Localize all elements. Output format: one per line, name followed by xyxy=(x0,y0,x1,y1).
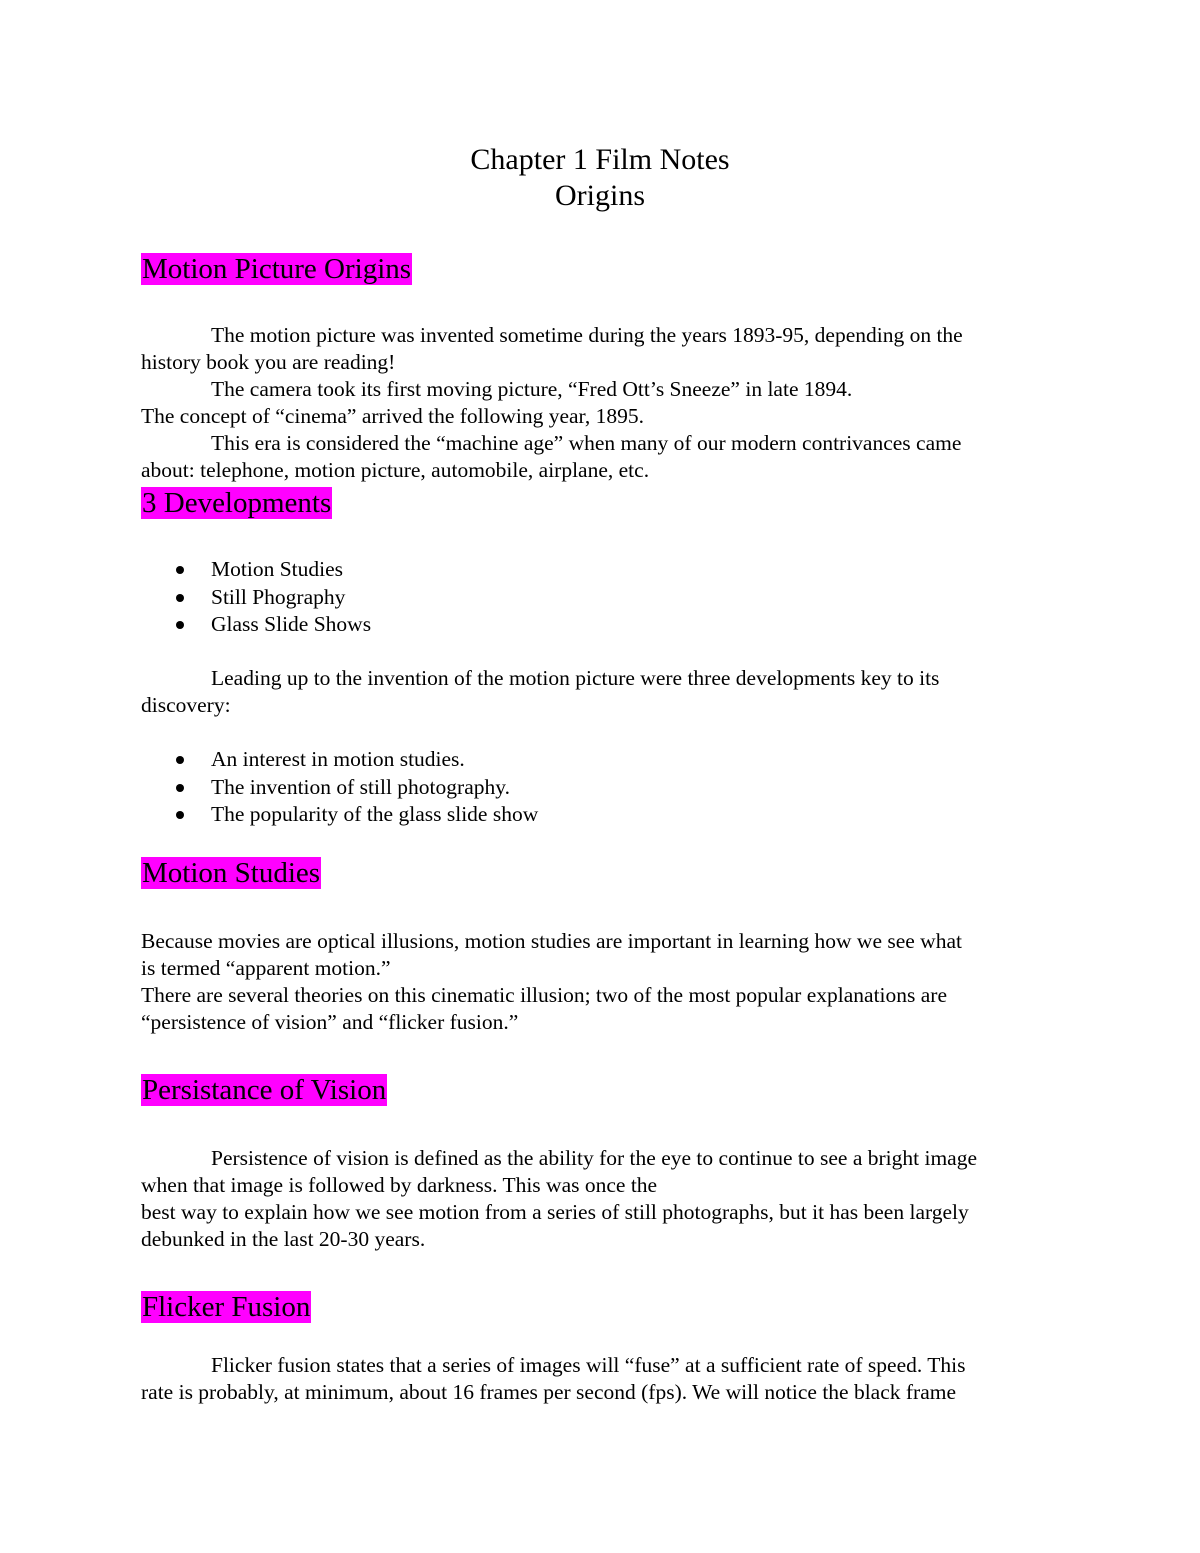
developments-detail-list xyxy=(141,746,538,829)
flicker-paragraph xyxy=(141,1352,1061,1406)
origins-paragraph xyxy=(141,322,1061,484)
list-item xyxy=(141,746,538,774)
text-line: is termed “apparent motion.” xyxy=(141,956,391,980)
list-item xyxy=(141,774,538,802)
text-line: about: telephone, motion picture, automobile, airplane, etc. xyxy=(141,458,650,482)
document-title xyxy=(0,142,1200,214)
persistence-paragraph xyxy=(141,1145,1061,1253)
text-line: Persistence of vision is defined as the ability for the eye to continue to see a bright image xyxy=(211,1146,978,1170)
list-item xyxy=(141,611,371,639)
list-item xyxy=(141,801,538,829)
bullet-icon xyxy=(176,621,184,629)
developments-bullet-list xyxy=(141,556,371,639)
title-line-2: Origins xyxy=(555,179,645,212)
list-item-text: Still Phography xyxy=(211,584,346,609)
bullet-icon xyxy=(176,784,184,792)
heading-motion-picture-origins xyxy=(141,250,412,288)
highlighted-heading-text: Persistance of Vision xyxy=(142,1074,387,1106)
highlighted-heading-text: 3 Developments xyxy=(142,487,332,519)
text-line: rate is probably, at minimum, about 16 frames per second (fps). We will notice the black frame xyxy=(141,1380,957,1404)
heading-3-developments xyxy=(141,484,332,522)
list-item-text: An interest in motion studies. xyxy=(211,747,465,771)
text-line: There are several theories on this cinematic illusion; two of the most popular explanations are xyxy=(141,983,947,1007)
text-line: This era is considered the “machine age” when many of our modern contrivances came xyxy=(211,431,962,455)
text-line: Because movies are optical illusions, motion studies are important in learning how we see what xyxy=(141,929,962,953)
text-line: The motion picture was invented sometime during the years 1893-95, depending on the xyxy=(211,323,963,347)
text-line: “persistence of vision” and “flicker fusion.” xyxy=(141,1010,519,1034)
developments-paragraph xyxy=(141,665,1061,719)
title-line-1: Chapter 1 Film Notes xyxy=(470,143,730,176)
bullet-icon xyxy=(176,756,184,764)
text-line: discovery: xyxy=(141,693,231,717)
text-line: Leading up to the invention of the motion picture were three developments key to its xyxy=(211,666,940,690)
bullet-icon xyxy=(176,594,184,602)
text-line: best way to explain how we see motion from a series of still photographs, but it has been largely xyxy=(141,1200,969,1224)
list-item-text: Glass Slide Shows xyxy=(211,612,372,636)
text-line: when that image is followed by darkness. This was once the xyxy=(141,1173,658,1197)
list-item xyxy=(141,584,371,612)
text-line: The camera took its first moving picture, “Fred Ott’s Sneeze” in late 1894. xyxy=(211,377,853,401)
bullet-icon xyxy=(176,566,184,574)
list-item xyxy=(141,556,371,584)
text-line: history book you are reading! xyxy=(141,350,396,374)
highlighted-heading-text: Motion Studies xyxy=(142,857,321,889)
heading-motion-studies xyxy=(141,854,321,892)
heading-flicker-fusion xyxy=(141,1288,311,1326)
bullet-icon xyxy=(176,811,184,819)
motion-studies-paragraph xyxy=(141,928,1061,1036)
text-line: debunked in the last 20-30 years. xyxy=(141,1227,426,1251)
text-line: The concept of “cinema” arrived the following year, 1895. xyxy=(141,404,644,428)
highlighted-heading-text: Motion Picture Origins xyxy=(142,253,412,285)
list-item-text: Motion Studies xyxy=(211,557,344,581)
heading-persistance-of-vision xyxy=(141,1071,387,1109)
highlighted-heading-text: Flicker Fusion xyxy=(142,1291,311,1323)
list-item-text: The popularity of the glass slide show xyxy=(211,802,539,826)
list-item-text: The invention of still photography. xyxy=(211,774,510,799)
text-line: Flicker fusion states that a series of images will “fuse” at a sufficient rate of speed. This xyxy=(211,1353,966,1377)
